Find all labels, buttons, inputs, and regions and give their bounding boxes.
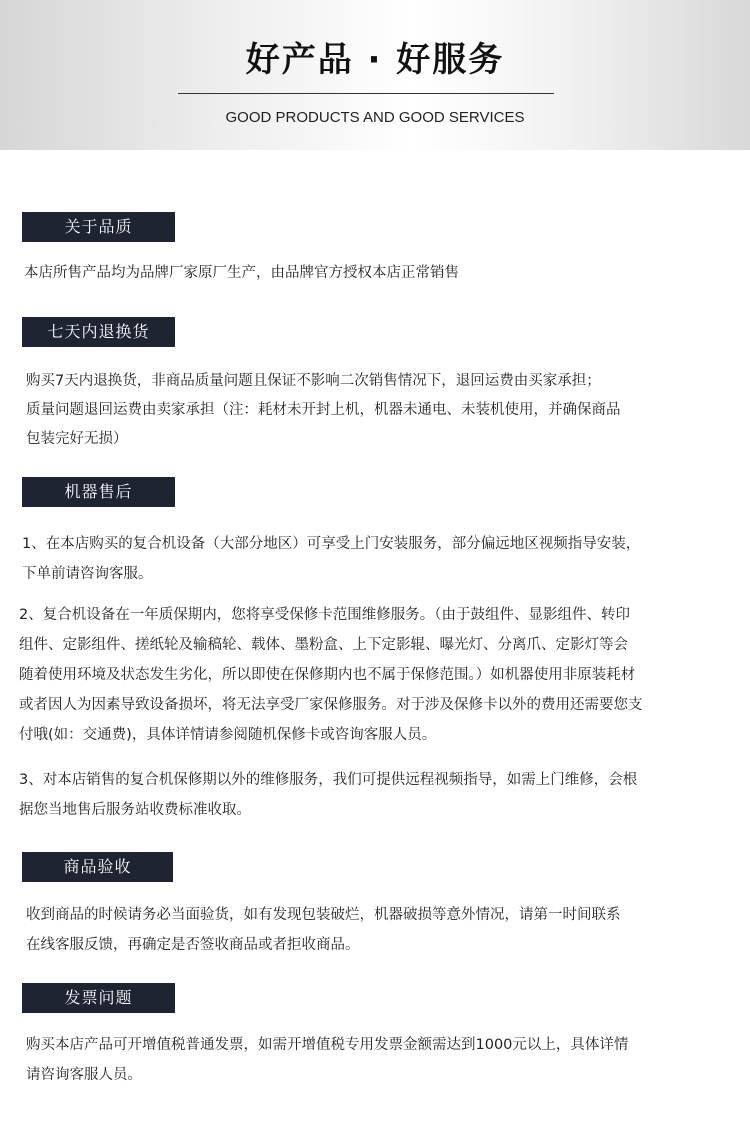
text-line: 请咨询客服人员。: [26, 1067, 142, 1083]
title-divider: [178, 93, 554, 94]
text-line: 随着使用环境及状态发生劣化，所以即使在保修期内也不属于保修范围。）如机器使用非原装耗材: [19, 667, 636, 683]
section-text-returns: [26, 367, 621, 454]
section-heading-invoice: 发票问题: [22, 983, 175, 1013]
text-line: 包装完好无损）: [26, 431, 128, 447]
text-line: 据您当地售后服务站收费标准收取。: [19, 802, 251, 818]
text-line: 在线客服反馈，再确定是否签收商品或者拒收商品。: [26, 937, 360, 953]
section-text-inspection: [26, 900, 621, 960]
aftersales-paragraph-2: [19, 600, 643, 750]
section-heading-quality: 关于品质: [22, 212, 175, 242]
text-line: 2、复合机设备在一年质保期内，您将享受保修卡范围维修服务。（由于鼓组件、显影组件、转印: [19, 607, 630, 623]
aftersales-paragraph-3: [19, 765, 637, 825]
aftersales-paragraph-1: [22, 529, 640, 589]
section-text-quality: [24, 262, 459, 284]
section-heading-aftersales: 机器售后: [22, 477, 175, 507]
text-line: 质量问题退回运费由卖家承担（注：耗材未开封上机，机器未通电、未装机使用，并确保商品: [26, 402, 621, 418]
text-line: 下单前请咨询客服。: [22, 566, 153, 582]
text-line: 1、在本店购买的复合机设备（大部分地区）可享受上门安装服务，部分偏远地区视频指导安装，: [22, 536, 641, 552]
page-subtitle: GOOD PRODUCTS AND GOOD SERVICES: [225, 109, 525, 126]
text-line: 付哦(如：交通费)，具体详情请参阅随机保修卡或咨询客服人员。: [19, 727, 437, 743]
text-line: 3、对本店销售的复合机保修期以外的维修服务，我们可提供远程视频指导，如需上门维修，会根: [19, 772, 638, 788]
text-line: 组件、定影组件、搓纸轮及输稿轮、载体、墨粉盒、上下定影辊、曝光灯、分离爪、定影灯等会: [19, 637, 628, 653]
section-heading-returns: 七天内退换货: [22, 317, 175, 347]
text-line: 收到商品的时候请务必当面验货，如有发现包装破烂，机器破损等意外情况，请第一时间联系: [26, 907, 621, 923]
page-title: 好产品 · 好服务: [245, 40, 505, 80]
section-text-invoice: [26, 1030, 628, 1090]
text-line: 本店所售产品均为品牌厂家原厂生产，由品牌官方授权本店正常销售: [24, 265, 459, 281]
section-heading-inspection: 商品验收: [22, 852, 173, 882]
text-line: 购买7天内退换货，非商品质量问题且保证不影响二次销售情况下，退回运费由买家承担；: [26, 373, 601, 389]
header-banner: [0, 0, 750, 150]
text-line: 购买本店产品可开增值税普通发票，如需开增值税专用发票金额需达到1000元以上，具体详情: [26, 1037, 629, 1053]
text-line: 或者因人为因素导致设备损坏，将无法享受厂家保修服务。对于涉及保修卡以外的费用还需要您支: [19, 697, 643, 713]
